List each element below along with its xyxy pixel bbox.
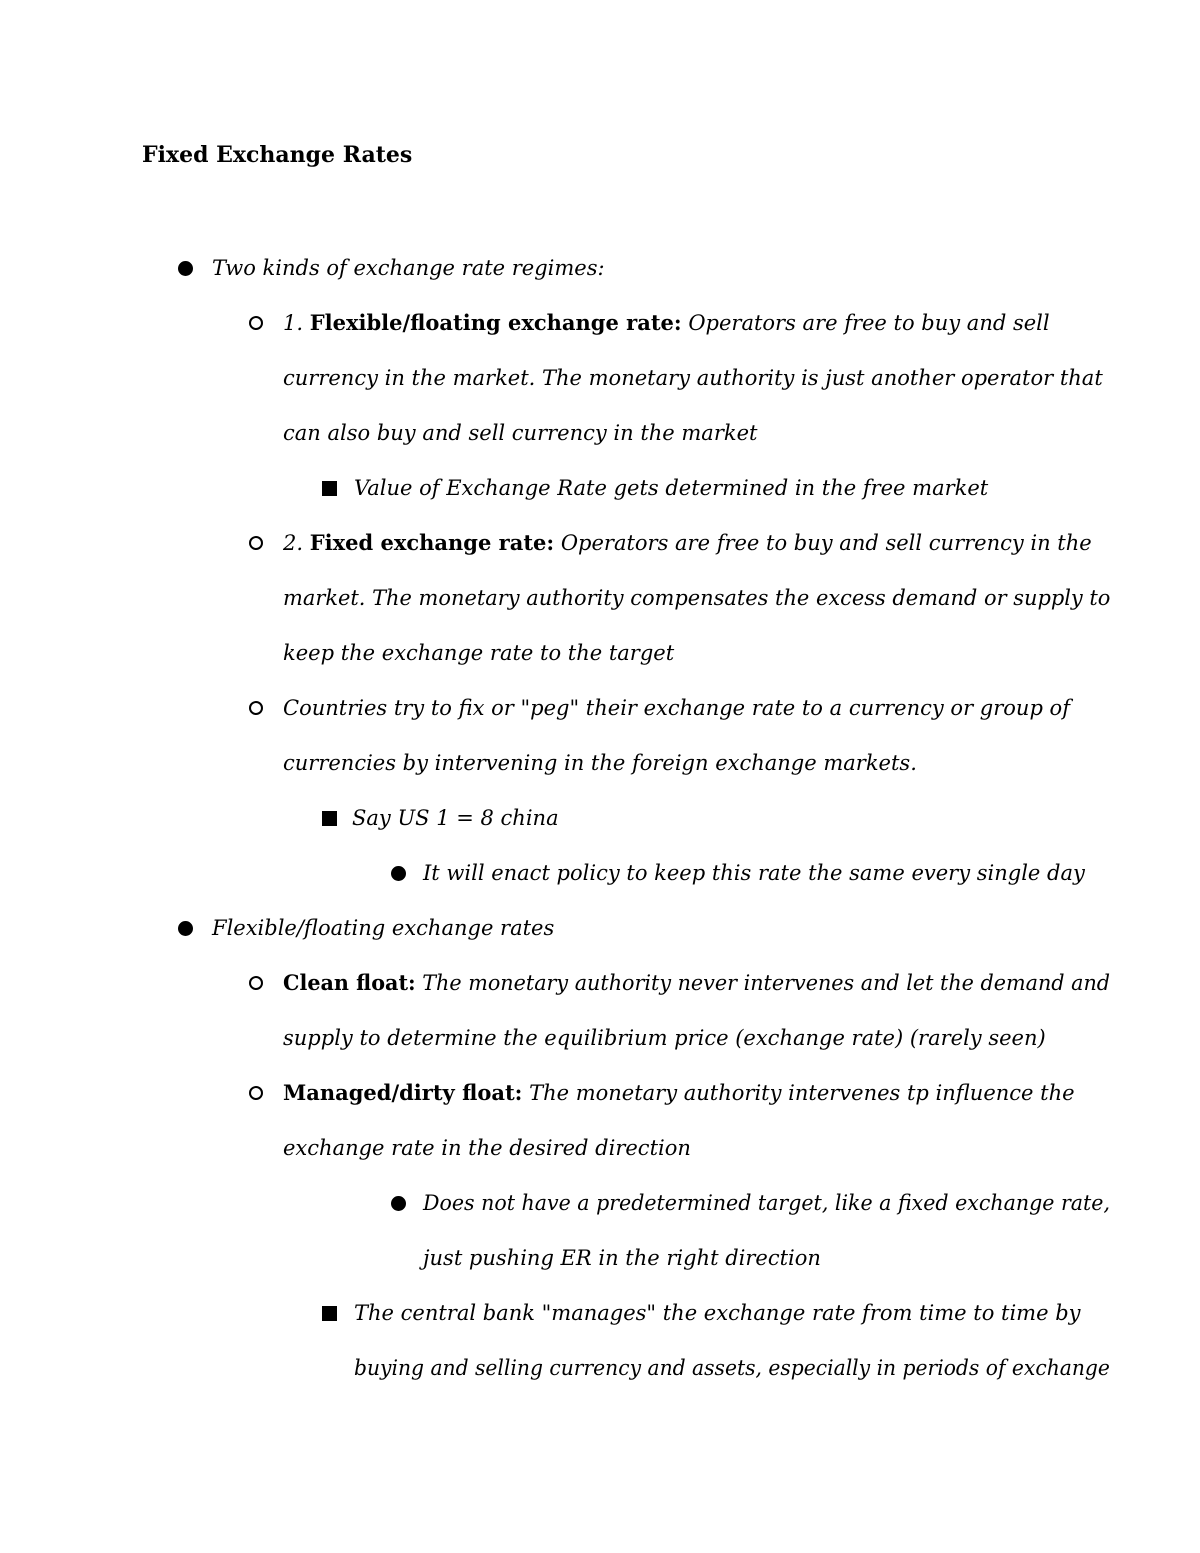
bullet-disc-icon xyxy=(391,1196,406,1211)
list-item: It will enact policy to keep this rate the same every single day xyxy=(423,861,1085,885)
term-label: Managed/dirty float: xyxy=(283,1080,523,1105)
list-item xyxy=(283,968,1110,998)
list-item-continuation: currencies by intervening in the foreign exchange markets. xyxy=(283,751,917,775)
list-item xyxy=(283,308,1050,338)
list-item-continuation: keep the exchange rate to the target xyxy=(283,641,675,665)
list-item: Say US 1 = 8 china xyxy=(352,806,559,830)
bullet-circle-icon xyxy=(249,701,263,715)
bullet-circle-icon xyxy=(249,536,263,550)
list-item: Flexible/floating exchange rates xyxy=(212,916,555,940)
list-item: The central bank "manages" the exchange rate from time to time by xyxy=(354,1301,1081,1325)
list-item-continuation: just pushing ER in the right direction xyxy=(423,1246,821,1270)
list-item-continuation: currency in the market. The monetary authority is just another operator that xyxy=(283,366,1103,390)
bullet-square-icon xyxy=(322,811,337,826)
list-item-continuation: buying and selling currency and assets, especially in periods of exchange xyxy=(354,1356,1110,1380)
item-number: 1. xyxy=(283,311,310,335)
item-text: The monetary authority intervenes tp influence the xyxy=(522,1081,1075,1105)
bullet-circle-icon xyxy=(249,316,263,330)
list-item xyxy=(283,528,1092,558)
bullet-circle-icon xyxy=(249,976,263,990)
item-text: The monetary authority never intervenes and let the demand and xyxy=(415,971,1111,995)
term-label: Clean float: xyxy=(283,970,416,995)
list-item: Does not have a predetermined target, like a fixed exchange rate, xyxy=(423,1191,1110,1215)
list-item: Value of Exchange Rate gets determined in the free market xyxy=(354,476,989,500)
page-title: Fixed Exchange Rates xyxy=(142,142,413,168)
list-item-continuation: can also buy and sell currency in the market xyxy=(283,421,758,445)
bullet-circle-icon xyxy=(249,1086,263,1100)
list-item-continuation: market. The monetary authority compensates the excess demand or supply to xyxy=(283,586,1111,610)
bullet-square-icon xyxy=(322,481,337,496)
term-label: Fixed exchange rate: xyxy=(309,530,555,555)
bullet-disc-icon xyxy=(391,866,406,881)
item-text: Operators are free to buy and sell xyxy=(681,311,1050,335)
term-label: Flexible/floating exchange rate: xyxy=(309,310,682,335)
bullet-square-icon xyxy=(322,1306,337,1321)
bullet-disc-icon xyxy=(178,921,193,936)
list-item-continuation: exchange rate in the desired direction xyxy=(283,1136,691,1160)
list-item-continuation: supply to determine the equilibrium price (exchange rate) (rarely seen) xyxy=(283,1026,1046,1050)
bullet-disc-icon xyxy=(178,261,193,276)
item-number: 2. xyxy=(283,531,310,555)
list-item xyxy=(283,1078,1075,1108)
item-text: Operators are free to buy and sell currency in the xyxy=(554,531,1092,555)
list-item: Two kinds of exchange rate regimes: xyxy=(212,256,605,280)
list-item: Countries try to fix or "peg" their exchange rate to a currency or group of xyxy=(283,696,1070,720)
